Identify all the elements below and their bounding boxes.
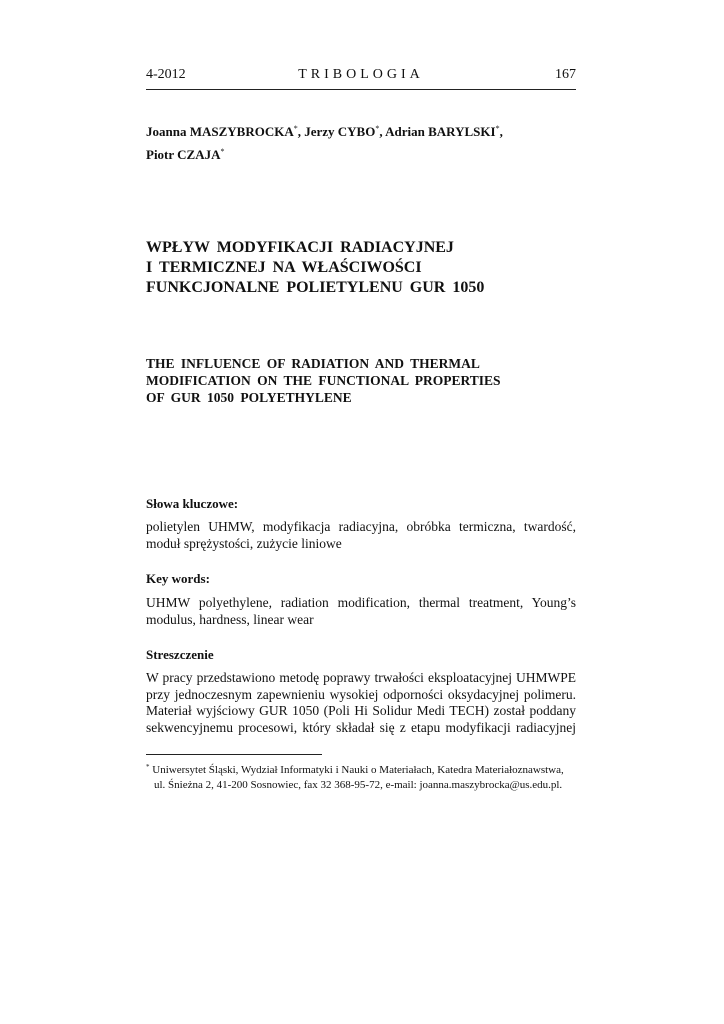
footnote-affiliation: Uniwersytet Śląski, Wydział Informatyki i Nauki o Materiałach, Katedra Materiałoznawstwa, (152, 764, 564, 776)
running-header (146, 67, 576, 90)
keywords-english-text (146, 595, 576, 628)
text-line: sekwencyjnemu procesowi, który składał się z etapu modyfikacji radiacyjnej (146, 719, 576, 735)
text-line: polietylen UHMW, modyfikacja radiacyjna, obróbka termiczna, twardość, (146, 519, 576, 534)
keywords-polish-text (146, 519, 576, 552)
author-name: Adrian BARYLSKI (385, 124, 496, 139)
author-list: Joanna MASZYBROCKA*, Jerzy CYBO*, Adrian BARYLSKI*, Piotr CZAJA* (146, 124, 503, 162)
keywords-polish-heading: Słowa kluczowe: (146, 496, 239, 511)
title-line: I TERMICZNEJ NA WŁAŚCIWOŚCI (146, 259, 422, 276)
keywords-english-heading: Key words: (146, 571, 210, 586)
footnote-address: ul. Śnieżna 2, 41-200 Sosnowiec, fax 32 368-95-72, e-mail: joanna.maszybrocka@us.edu.pl. (154, 778, 563, 791)
affiliation-mark: * (220, 147, 225, 156)
title-polish (146, 238, 576, 298)
text-line: UHMW polyethylene, radiation modification, thermal treatment, Young’s (146, 595, 576, 610)
abstract-text (146, 670, 576, 736)
issue-number: 4-2012 (146, 67, 186, 82)
title-line: THE INFLUENCE OF RADIATION AND THERMAL (146, 356, 480, 371)
footnote (146, 760, 576, 792)
text-line: przy jednoczesnym zapewnieniu wysokiej odporności oksydacyjnej polimeru. (146, 686, 576, 702)
text-line: modulus, hardness, linear wear (146, 611, 314, 627)
affiliation-mark: * (375, 124, 380, 133)
author-name: Piotr CZAJA (146, 147, 221, 162)
author-name: Joanna MASZYBROCKA (146, 124, 294, 139)
title-line: MODIFICATION ON THE FUNCTIONAL PROPERTIES (146, 373, 501, 388)
title-line: OF GUR 1050 POLYETHYLENE (146, 390, 352, 405)
affiliation-mark: * (495, 124, 500, 133)
author-name: Jerzy CYBO (304, 124, 376, 139)
footnote-mark: * (146, 763, 150, 771)
page-number: 167 (555, 67, 576, 82)
journal-name: TRIBOLOGIA (298, 67, 424, 82)
title-english (146, 355, 576, 406)
footnote-divider (146, 754, 322, 755)
text-line: Materiał wyjściowy GUR 1050 (Poli Hi Solidur Medi TECH) został poddany (146, 703, 576, 718)
title-line: FUNKCJONALNE POLIETYLENU GUR 1050 (146, 279, 485, 296)
footnote-line (146, 760, 576, 778)
text-line: W pracy przedstawiono metodę poprawy trwałości eksploatacyjnej UHMWPE (146, 670, 576, 685)
title-line: WPŁYW MODYFIKACJI RADIACYJNEJ (146, 239, 454, 256)
abstract-heading: Streszczenie (146, 647, 214, 662)
text-line: moduł sprężystości, zużycie liniowe (146, 535, 342, 551)
affiliation-mark: * (293, 124, 298, 133)
